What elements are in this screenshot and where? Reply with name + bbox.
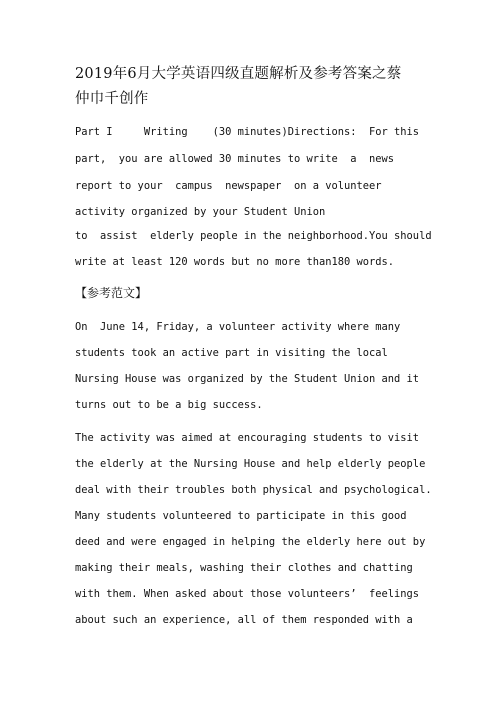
paragraph-line: the elderly at the Nursing House and help elderly people — [75, 458, 426, 470]
prompt-line: report to your campus newspaper on a volunteer — [75, 180, 382, 192]
paragraph-line: about such an experience, all of them responded with a — [75, 614, 413, 626]
document-title — [75, 62, 435, 112]
paragraph-line: Many students volunteered to participate in this good — [75, 510, 407, 522]
paragraph-line: students took an active part in visiting the local — [75, 347, 388, 359]
paragraph-line: deal with their troubles both physical and psychological. — [75, 484, 432, 496]
prompt-line: part, you are allowed 30 minutes to write a news — [75, 153, 395, 165]
sample-essay-heading: 【参考范文】 — [75, 286, 148, 300]
paragraph-line: turns out to be a big success. — [75, 399, 263, 411]
prompt-line: write at least 120 words but no more than180 words. — [75, 256, 395, 268]
prompt-line: to assist elderly people in the neighborhood.You should — [75, 230, 432, 242]
paragraph-line: making their meals, washing their clothes and chatting — [75, 562, 413, 574]
paragraph-line: Nursing House was organized by the Student Union and it — [75, 373, 420, 385]
title-line-2: 仲巾千创作 — [75, 91, 149, 107]
title-line-1: 2019年6月大学英语四级直题解析及参考答案之蔡 — [75, 66, 402, 82]
paragraph-line: On June 14, Friday, a volunteer activity where many — [75, 321, 401, 333]
paragraph-line: deed and were engaged in helping the elderly here out by — [75, 536, 426, 548]
paragraph-line: with them. When asked about those volunteers’ feelings — [75, 588, 420, 600]
prompt-line: activity organized by your Student Union — [75, 206, 326, 218]
prompt-line: Part I Writing (30 minutes)Directions: For this — [75, 126, 420, 138]
paragraph-line: The activity was aimed at encouraging students to visit — [75, 432, 420, 444]
